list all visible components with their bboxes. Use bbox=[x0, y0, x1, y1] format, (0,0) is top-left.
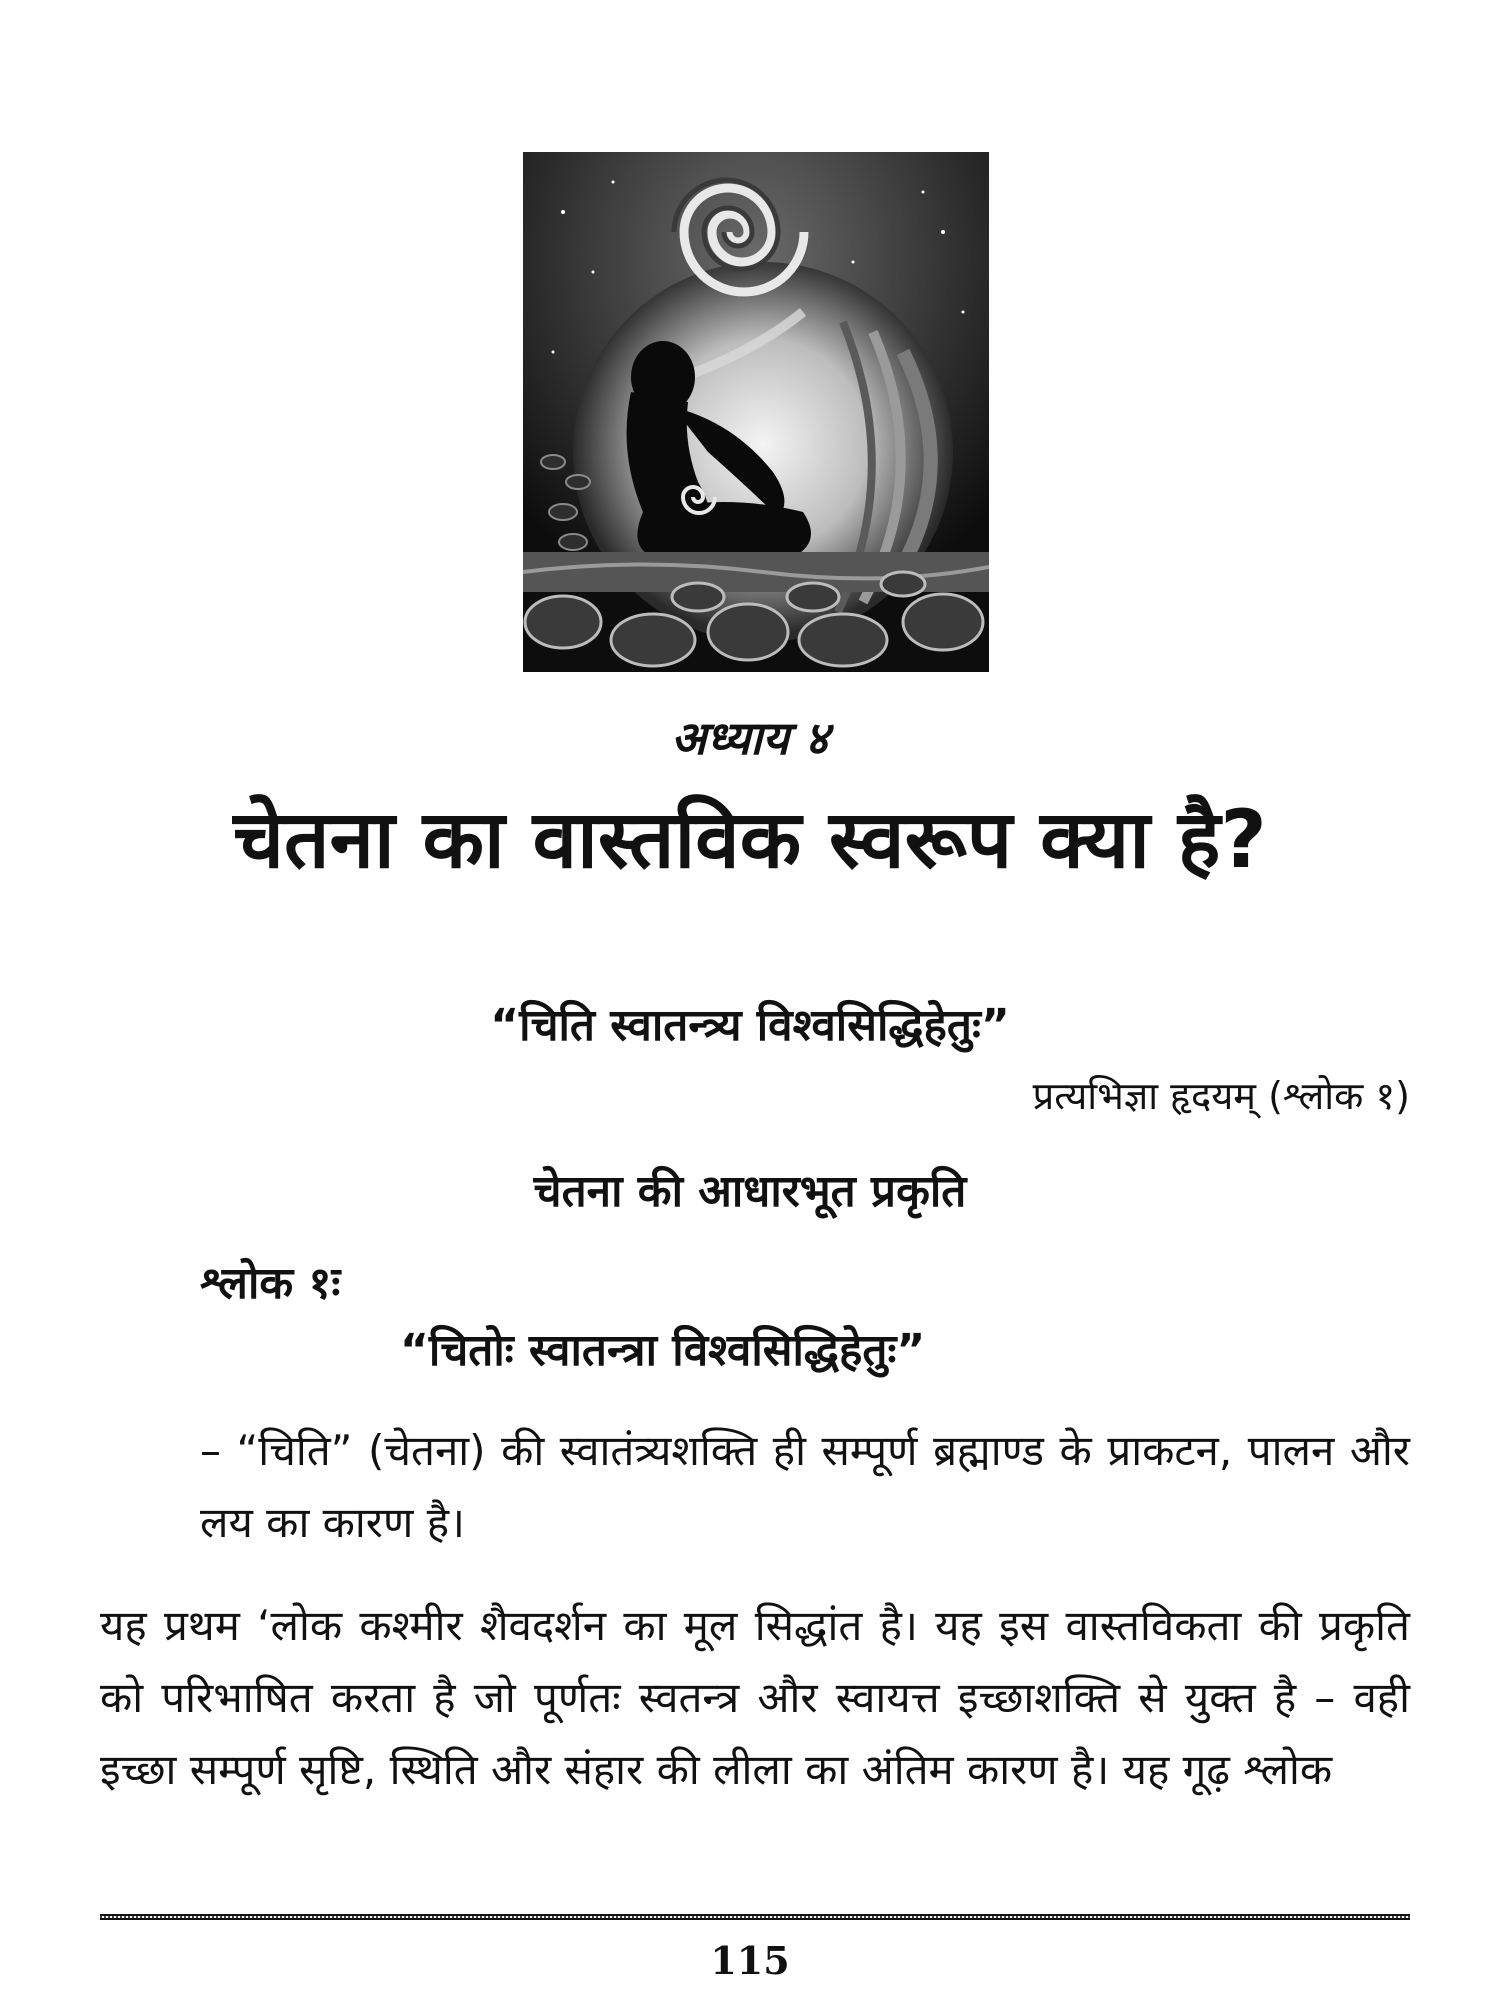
epigraph-text: “चिति स्वातन्त्र्य विश्वसिद्धिहेतुः” bbox=[490, 1000, 1010, 1051]
verse-label: श्लोक १ः bbox=[200, 1258, 341, 1309]
chapter-label: अध्याय ४ bbox=[671, 711, 829, 765]
verse-text: “चितोः स्वातन्त्रा विश्वसिद्धिहेतुः” bbox=[400, 1325, 926, 1376]
page-number: 115 bbox=[710, 1938, 790, 1983]
meditating-figure-spiral-image bbox=[523, 152, 989, 672]
footer-divider bbox=[100, 1914, 1410, 1920]
verse-meaning: – “चिति” (चेतना) की स्वातंत्र्यशक्ति ही सम्पूर्ण ब्रह्माण्ड के प्राकटन, पालन और लय का कारण है। bbox=[200, 1426, 1410, 1547]
chapter-title: चेतना का वास्तविक स्वरूप क्या है? bbox=[233, 793, 1267, 886]
chapter-illustration bbox=[523, 152, 989, 672]
epigraph-source: प्रत्यभिज्ञा हृदयम् (श्लोक १) bbox=[1032, 1074, 1410, 1118]
section-heading: चेतना की आधारभूत प्रकृति bbox=[533, 1166, 967, 1217]
body-paragraph: यह प्रथम ‘लोक कश्मीर शैवदर्शन का मूल सिद्धांत है। यह इस वास्तविकता की प्रकृति को परिभाषित करता है जो पूर्णतः स्वतन्त्र और स्वायत्त इच्छाशक्ति से युक्त है – वही इच्छा सम्पूर्ण सृष्टि, स्थिति और संहार की लीला का अंतिम कारण है। यह गूढ़ श्लोक bbox=[100, 1601, 1410, 1794]
